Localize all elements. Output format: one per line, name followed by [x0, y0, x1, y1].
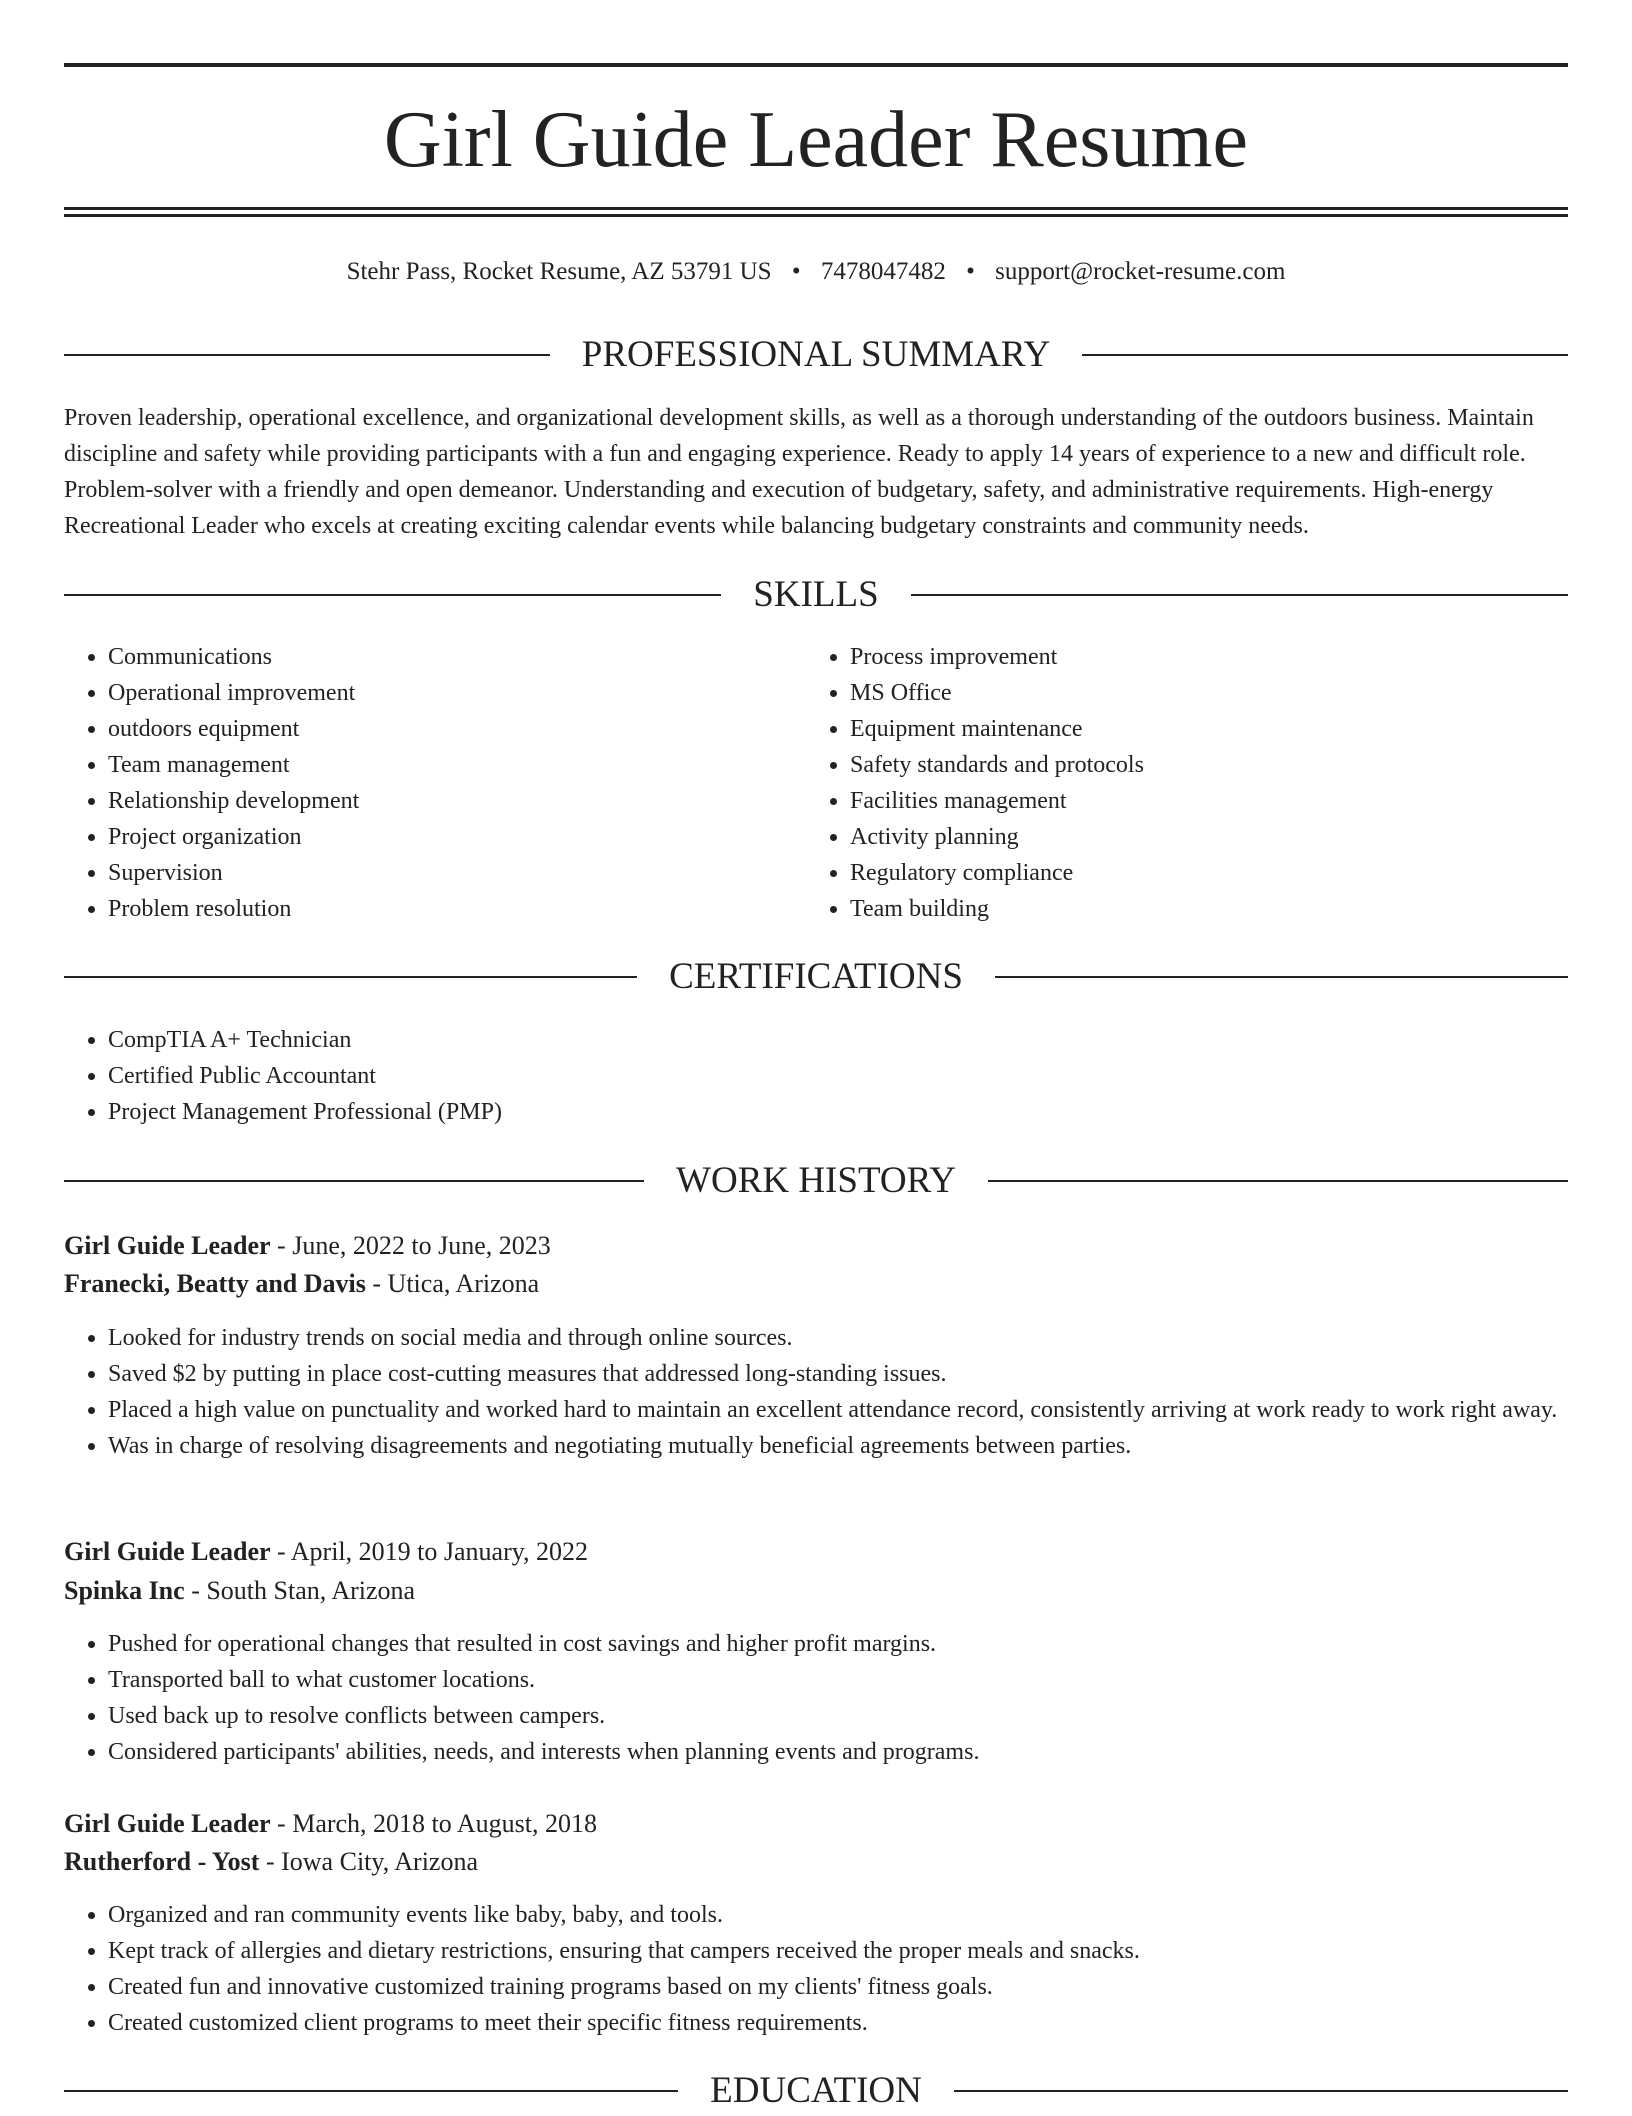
job-company-line: [64, 1265, 1568, 1303]
job-location: - South Stan, Arizona: [184, 1576, 416, 1605]
certification-item: • CompTIA A+ Technician: [108, 1022, 1568, 1058]
summary-paragraph: Proven leadership, operational excellence, and organizational development skills, as well as a thorough understanding of the outdoors business. Maintain discipline and safety while providing participants with a fun and engaging experience. Ready to apply 14 years of experience to a new and difficult role. Problem-solver with a friendly and open demeanor. Understanding and execution of budgetary, safety, and administrative requirements. High-energy Recreational Leader who excels at creating exciting calendar events while balancing budgetary constraints and community needs.: [64, 405, 1534, 539]
skills-list-right: [806, 639, 1570, 927]
contact-separator: •: [791, 258, 801, 285]
heading-rule: [954, 2090, 1568, 2092]
skill-item: • Operational improvement: [108, 675, 808, 711]
section-heading-text: EDUCATION: [710, 2070, 922, 2111]
contact-email: support@rocket-resume.com: [995, 258, 1286, 285]
section-heading-work-history: [64, 1156, 1568, 1206]
contact-phone: 7478047482: [820, 258, 946, 285]
certifications-list: [64, 1022, 1568, 1130]
job-company: Spinka Inc: [64, 1576, 185, 1605]
job-title: Girl Guide Leader: [64, 1809, 271, 1838]
heading-rule: [64, 976, 637, 978]
skills-list-left: [64, 639, 808, 927]
job-dates: - March, 2018 to August, 2018: [270, 1809, 597, 1838]
skill-item: • Relationship development: [108, 783, 808, 819]
skill-item: • Equipment maintenance: [850, 711, 1570, 747]
job-bullet: • Considered participants' abilities, needs, and interests when planning events and programs.: [108, 1734, 1568, 1770]
job-bullet: • Used back up to resolve conflicts between campers.: [108, 1698, 1568, 1734]
skill-item: • Communications: [108, 639, 808, 675]
job-company-line: [64, 1843, 1568, 1881]
resume-title: Girl Guide Leader Resume: [383, 96, 1249, 184]
heading-rule: [64, 594, 721, 596]
section-heading-summary: [64, 330, 1568, 380]
job-title-line: [64, 1533, 1568, 1571]
heading-rule: [64, 2090, 678, 2092]
skill-item: • Process improvement: [850, 639, 1570, 675]
contact-separator: •: [966, 258, 975, 285]
heading-rule: [64, 354, 550, 356]
job-company-line: [64, 1572, 1568, 1610]
heading-rule: [64, 1180, 644, 1182]
job-title: Girl Guide Leader: [64, 1537, 271, 1566]
job-location: - Utica, Arizona: [365, 1269, 540, 1298]
job-bullet: • Looked for industry trends on social media and through online sources.: [108, 1320, 1568, 1356]
skill-item: • Safety standards and protocols: [850, 747, 1570, 783]
top-rule: [64, 63, 1568, 67]
section-heading-text: SKILLS: [753, 574, 879, 615]
section-heading-skills: [64, 570, 1568, 620]
job-bullets: [64, 1320, 1568, 1464]
title-double-rule: [64, 207, 1568, 217]
skill-item: • Regulatory compliance: [850, 855, 1570, 891]
skill-item: • Team management: [108, 747, 808, 783]
section-heading-certifications: [64, 952, 1568, 1002]
skill-item: • Team building: [850, 891, 1570, 927]
job-title-line: [64, 1805, 1568, 1843]
job-bullet: • Created fun and innovative customized training programs based on my clients' fitness goals.: [108, 1969, 1568, 2005]
job-dates: - June, 2022 to June, 2023: [270, 1231, 551, 1260]
skill-item: • outdoors equipment: [108, 711, 808, 747]
section-heading-text: PROFESSIONAL SUMMARY: [581, 334, 1051, 375]
job-company: Franecki, Beatty and Davis: [64, 1269, 366, 1298]
skill-item: • Problem resolution: [108, 891, 808, 927]
heading-rule: [995, 976, 1568, 978]
contact-address: Stehr Pass, Rocket Resume, AZ 53791 US: [346, 258, 772, 285]
skill-item: • MS Office: [850, 675, 1570, 711]
skill-item: • Facilities management: [850, 783, 1570, 819]
job-bullet: • Placed a high value on punctuality and worked hard to maintain an excellent attendance record, consistently arriving at work ready to work right away.: [108, 1392, 1568, 1428]
job-company: Rutherford - Yost: [64, 1847, 260, 1876]
heading-rule: [1082, 354, 1568, 356]
heading-rule: [988, 1180, 1568, 1182]
job-dates: - April, 2019 to January, 2022: [270, 1537, 589, 1566]
job-bullet: • Saved $2 by putting in place cost-cutting measures that addressed long-standing issues.: [108, 1356, 1568, 1392]
job-bullet: • Pushed for operational changes that resulted in cost savings and higher profit margins.: [108, 1626, 1568, 1662]
job-title-line: [64, 1227, 1568, 1265]
certification-item: • Project Management Professional (PMP): [108, 1094, 1568, 1130]
skill-item: • Activity planning: [850, 819, 1570, 855]
job-bullets: [64, 1626, 1568, 1770]
job-bullet: • Created customized client programs to meet their specific fitness requirements.: [108, 2005, 1568, 2041]
job-title: Girl Guide Leader: [64, 1231, 271, 1260]
heading-rule: [911, 594, 1568, 596]
section-heading-text: WORK HISTORY: [676, 1160, 956, 1201]
job-bullets: [64, 1897, 1568, 2041]
section-heading-text: CERTIFICATIONS: [669, 956, 963, 997]
contact-line: [64, 252, 1568, 292]
job-location: - Iowa City, Arizona: [259, 1847, 479, 1876]
job-bullet: • Was in charge of resolving disagreements and negotiating mutually beneficial agreements between parties.: [108, 1428, 1568, 1464]
skill-item: • Supervision: [108, 855, 808, 891]
job-bullet: • Transported ball to what customer locations.: [108, 1662, 1568, 1698]
certification-item: • Certified Public Accountant: [108, 1058, 1568, 1094]
section-heading-education: [64, 2066, 1568, 2116]
job-bullet: • Kept track of allergies and dietary restrictions, ensuring that campers received the proper meals and snacks.: [108, 1933, 1568, 1969]
job-bullet: • Organized and ran community events like baby, baby, and tools.: [108, 1897, 1568, 1933]
skill-item: • Project organization: [108, 819, 808, 855]
